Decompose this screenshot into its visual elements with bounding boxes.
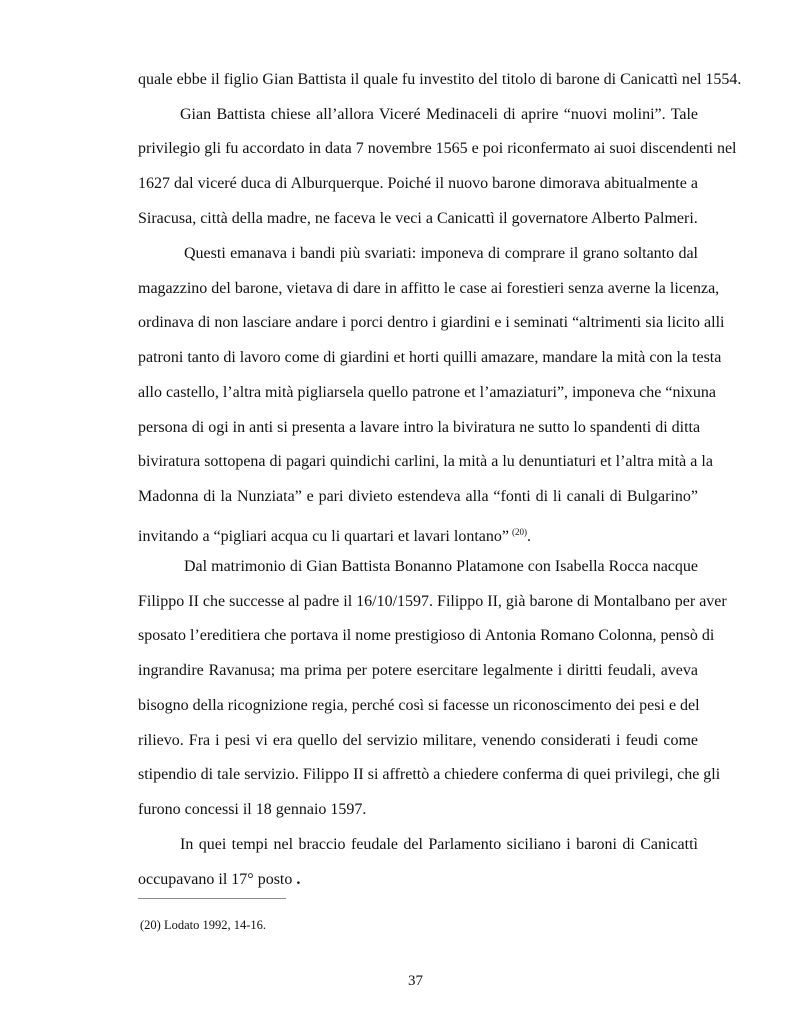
- text-line: Siracusa, città della madre, ne faceva le veci a Canicattì il governatore Alberto Palmeri.: [138, 210, 698, 227]
- footnote-reference: (20): [511, 527, 527, 537]
- footnote-divider: [138, 898, 286, 899]
- text-line: Filippo II che successe al padre il 16/10/1597. Filippo II, già barone di Montalbano per aver: [138, 593, 727, 610]
- period: .: [526, 528, 531, 545]
- text-line: Questi emanava i bandi più svariati: imponeva di comprare il grano soltanto dal: [184, 245, 698, 262]
- text-line: allo castello, l’altra mità pigliarsela quello patrone et l’amaziaturi”, imponeva che “nixuna: [138, 384, 716, 401]
- text-line: Madonna di la Nunziata” e pari divieto estendeva alla “fonti di li canali di Bulgarino”: [138, 488, 698, 505]
- text-line: [138, 870, 300, 890]
- text-line: sposato l’ereditiera che portava il nome prestigioso di Antonia Romano Colonna, pensò di: [138, 627, 715, 644]
- text-line: bisogno della ricognizione regia, perché così si facesse un riconoscimento dei pesi e del: [138, 697, 700, 714]
- text-line: ordinava di non lasciare andare i porci dentro i giardini e i seminati “altrimenti sia licito alli: [138, 314, 725, 331]
- text-line: rilievo. Fra i pesi vi era quello del servizio militare, venendo considerati i feudi come: [138, 732, 698, 749]
- text-line: Gian Battista chiese all’allora Viceré Medinaceli di aprire “nuovi molini”. Tale: [180, 106, 698, 123]
- text-line: patroni tanto di lavoro come di giardini et horti quilli amazare, mandare la mità con la testa: [138, 349, 722, 366]
- text-line: ingrandire Ravanusa; ma prima per potere esercitare legalmente i diritti feudali, aveva: [138, 662, 698, 679]
- text-line: privilegio gli fu accordato in data 7 novembre 1565 e poi riconfermato ai suoi discendenti nel: [138, 140, 737, 157]
- page-number: 37: [408, 973, 423, 989]
- text-segment: occupavano il 17° posto: [138, 871, 293, 888]
- text-segment: invitando a “pigliari acqua cu li quartari et lavari lontano”: [138, 528, 509, 545]
- text-line: 1627 dal viceré duca di Alburquerque. Poiché il nuovo barone dimorava abitualmente a: [138, 175, 698, 192]
- period: .: [292, 871, 301, 888]
- text-line-with-footnote-ref: [138, 522, 531, 547]
- text-line: magazzino del barone, vietava di dare in affitto le case ai forestieri senza averne la licenza,: [138, 280, 720, 297]
- text-line: biviratura sottopena di pagari quindichi carlini, la mità a lu denuntiaturi et l’altra mità a la: [138, 453, 713, 470]
- text-line: In quei tempi nel braccio feudale del Parlamento siciliano i baroni di Canicattì: [180, 836, 698, 853]
- footnote: (20) Lodato 1992, 14-16.: [140, 918, 267, 932]
- text-line: Dal matrimonio di Gian Battista Bonanno Platamone con Isabella Rocca nacque: [184, 558, 698, 575]
- text-line: persona di ogi in anti si presenta a lavare intro la biviratura ne sutto lo spandenti di ditta: [138, 419, 701, 436]
- text-line: stipendio di tale servizio. Filippo II si affrettò a chiedere conferma di quei privilegi, che gli: [138, 766, 721, 783]
- text-line: quale ebbe il figlio Gian Battista il quale fu investito del titolo di barone di Canicattì nel 1554.: [138, 71, 742, 88]
- text-line: furono concessi il 18 gennaio 1597.: [138, 801, 367, 818]
